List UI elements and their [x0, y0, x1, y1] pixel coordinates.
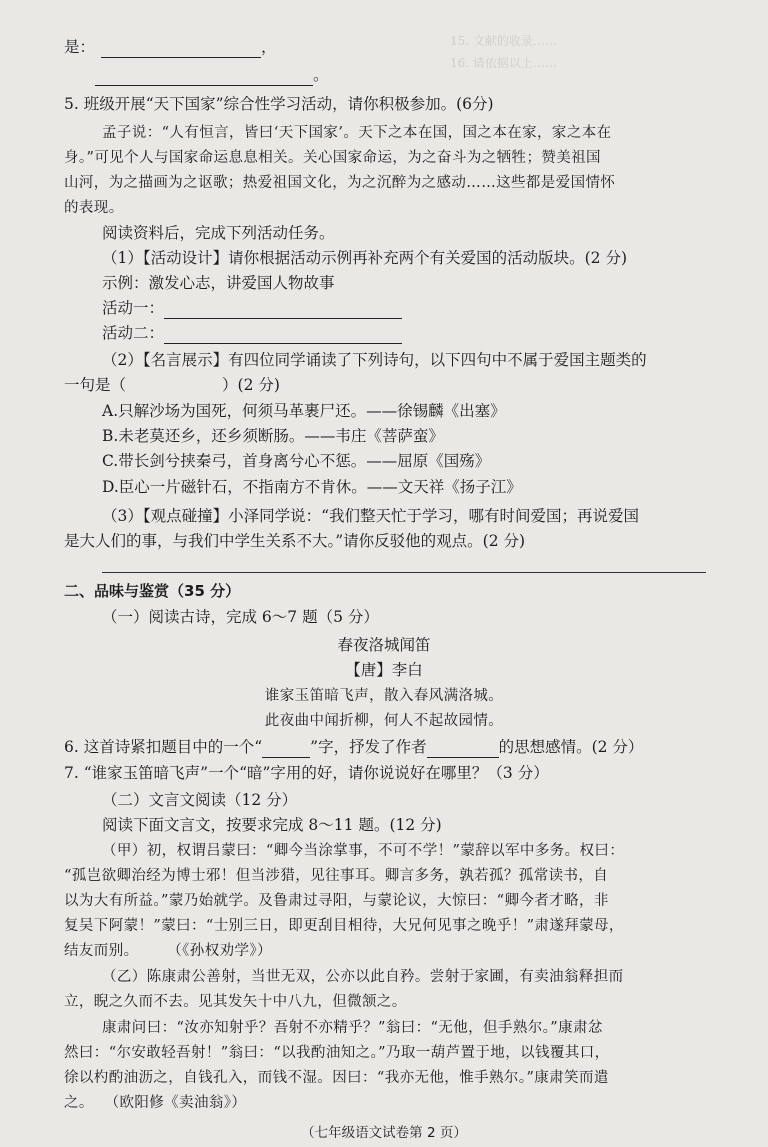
- q5-material: 山河，为之描画为之讴歌；热爱祖国文化，为之沉醉为之感动……这些都是爱国情怀: [64, 175, 616, 191]
- poem-author: 【唐】李白: [345, 661, 423, 679]
- q6-text: 6. 这首诗紧扣题目中的一个“: [64, 738, 263, 756]
- activity-2-blank[interactable]: [164, 328, 402, 344]
- activity-2-label: 活动二：: [102, 324, 165, 342]
- q5-material: 孟子说：“人有恒言，皆曰‘天下国家’。天下之本在国，国之本在家，家之本在: [102, 125, 612, 141]
- answer-blank[interactable]: [95, 70, 313, 86]
- q7: 7. “谁家玉笛暗飞声”一个“暗”字用的好，请你说说好在哪里？（3 分）: [64, 764, 549, 782]
- subsection-instruction: 阅读下面文言文，按要求完成 8～11 题。(12 分): [102, 816, 442, 834]
- punctuation: 。: [313, 66, 329, 84]
- passage-text: 之。: [64, 1095, 94, 1111]
- activity-1: [102, 297, 728, 319]
- q5-part2-answer: [64, 374, 728, 396]
- passage-yi: [64, 1092, 728, 1114]
- option-d: D.臣心一片磁针石，不指南方不肯休。——文天祥《扬子江》: [102, 478, 522, 496]
- q6-text: 的思想感情。(2 分）: [498, 738, 644, 756]
- page-footer: （七年级语文试卷第 2 页）: [301, 1125, 467, 1141]
- q5-part2: （2）【名言展示】有四位同学诵读了下列诗句，以下四句中不属于爱国主题类的: [102, 351, 647, 369]
- punctuation: ，: [261, 38, 277, 56]
- q6-text: ”字，抒发了作者: [310, 738, 427, 756]
- passage-yi: 康肃问曰：“汝亦知射乎？吾射不亦精乎？”翁曰：“无他，但手熟尔。”康肃忿: [102, 1020, 603, 1036]
- passage-jia: “孤岂欲卿治经为博士邪！但当涉猎，见往事耳。卿言多务，孰若孤？孤常读书，自: [64, 868, 609, 884]
- q5-instruction: 阅读资料后，完成下列活动任务。: [102, 224, 335, 242]
- q5-title: 5. 班级开展“天下国家”综合性学习活动，请你积极参加。(6分): [64, 95, 494, 113]
- option-c: C.带长剑兮挟秦弓，首身离兮心不惩。——屈原《国殇》: [102, 452, 491, 470]
- passage-yi: 徐以杓酌油沥之，自钱孔入，而钱不湿。因曰：“我亦无他，惟手熟尔。”康肃笑而遣: [64, 1070, 609, 1086]
- q5-material: 身。”可见个人与国家命运息息相关。关心国家命运，为之奋斗为之牺牲；赞美祖国: [64, 150, 601, 166]
- activity-2: [102, 322, 728, 344]
- q6-blank-2[interactable]: [427, 742, 499, 758]
- passage-jia: [64, 940, 728, 962]
- bleed-through-text: 16. 请依据以上……: [450, 56, 557, 70]
- answer-rule[interactable]: [102, 572, 706, 573]
- subsection-poem: （一）阅读古诗，完成 6～7 题（5 分）: [102, 608, 379, 626]
- passage-source: （欧阳修《卖油翁》）: [111, 1095, 247, 1111]
- q5-part3: （3）【观点碰撞】小泽同学说：“我们整天忙于学习，哪有时间爱国；再说爱国: [102, 507, 640, 525]
- passage-jia: 以为大有所益。”蒙乃始就学。及鲁肃过寻阳，与蒙论议，大惊曰：“卿今者才略，非: [64, 893, 609, 909]
- q5-part3: 是大人们的事，与我们中学生关系不大。”请你反驳他的观点。(2 分): [64, 532, 526, 550]
- paren-close: ）(2 分): [222, 376, 280, 394]
- passage-text: 结友而别。: [64, 943, 139, 959]
- poem-line: 此夜曲中闻折柳，何人不起故园情。: [264, 713, 504, 729]
- passage-source: （《孙权劝学》）: [174, 943, 272, 959]
- passage-jia: （甲）初，权谓吕蒙曰：“卿今当涂掌事，不可不学！”蒙辞以军中多务。权曰：: [102, 843, 625, 859]
- option-b: B.未老莫还乡，还乡须断肠。——韦庄《菩萨蛮》: [102, 427, 444, 445]
- poem-title: 春夜洛城闻笛: [337, 636, 431, 654]
- q6-blank-1[interactable]: [262, 742, 310, 758]
- activity-1-label: 活动一：: [102, 299, 165, 317]
- bleed-through-text: 15. 文献的收录……: [450, 34, 557, 48]
- q5-part1: （1）【活动设计】请你根据活动示例再补充两个有关爱国的活动版块。(2 分): [102, 249, 627, 267]
- answer-line-2: [95, 64, 728, 86]
- passage-yi: 立，睨之久而不去。见其发矢十中八九，但微颔之。: [64, 994, 407, 1010]
- q5-material: 的表现。: [64, 200, 124, 216]
- option-a: A.只解沙场为国死，何须马革裹尸还。——徐锡麟《出塞》: [102, 402, 506, 420]
- q5-example: 示例：激发心志，讲爱国人物故事: [102, 274, 335, 292]
- passage-yi: 然曰：“尔安敢轻吾射！”翁曰：“以我酌油知之。”乃取一葫芦置于地，以钱覆其口，: [64, 1045, 610, 1061]
- answer-blank[interactable]: [101, 42, 261, 58]
- subsection-classical: （二）文言文阅读（12 分）: [102, 791, 298, 809]
- passage-jia: 复吴下阿蒙！”蒙曰：“士别三日，即更刮目相待，大兄何见事之晚乎！”肃遂拜蒙母，: [64, 918, 624, 934]
- activity-1-blank[interactable]: [164, 303, 402, 319]
- prompt-text: 是：: [64, 38, 96, 56]
- paren-open: 一句是（: [64, 376, 127, 394]
- passage-yi: （乙）陈康肃公善射，当世无双，公亦以此自矜。尝射于家圃，有卖油翁释担而: [102, 969, 624, 985]
- answer-line-1: [64, 36, 728, 58]
- q6: [64, 736, 728, 758]
- poem-line: 谁家玉笛暗飞声，散入春风满洛城。: [264, 688, 504, 704]
- section-heading: 二、品味与鉴赏（35 分）: [64, 582, 241, 600]
